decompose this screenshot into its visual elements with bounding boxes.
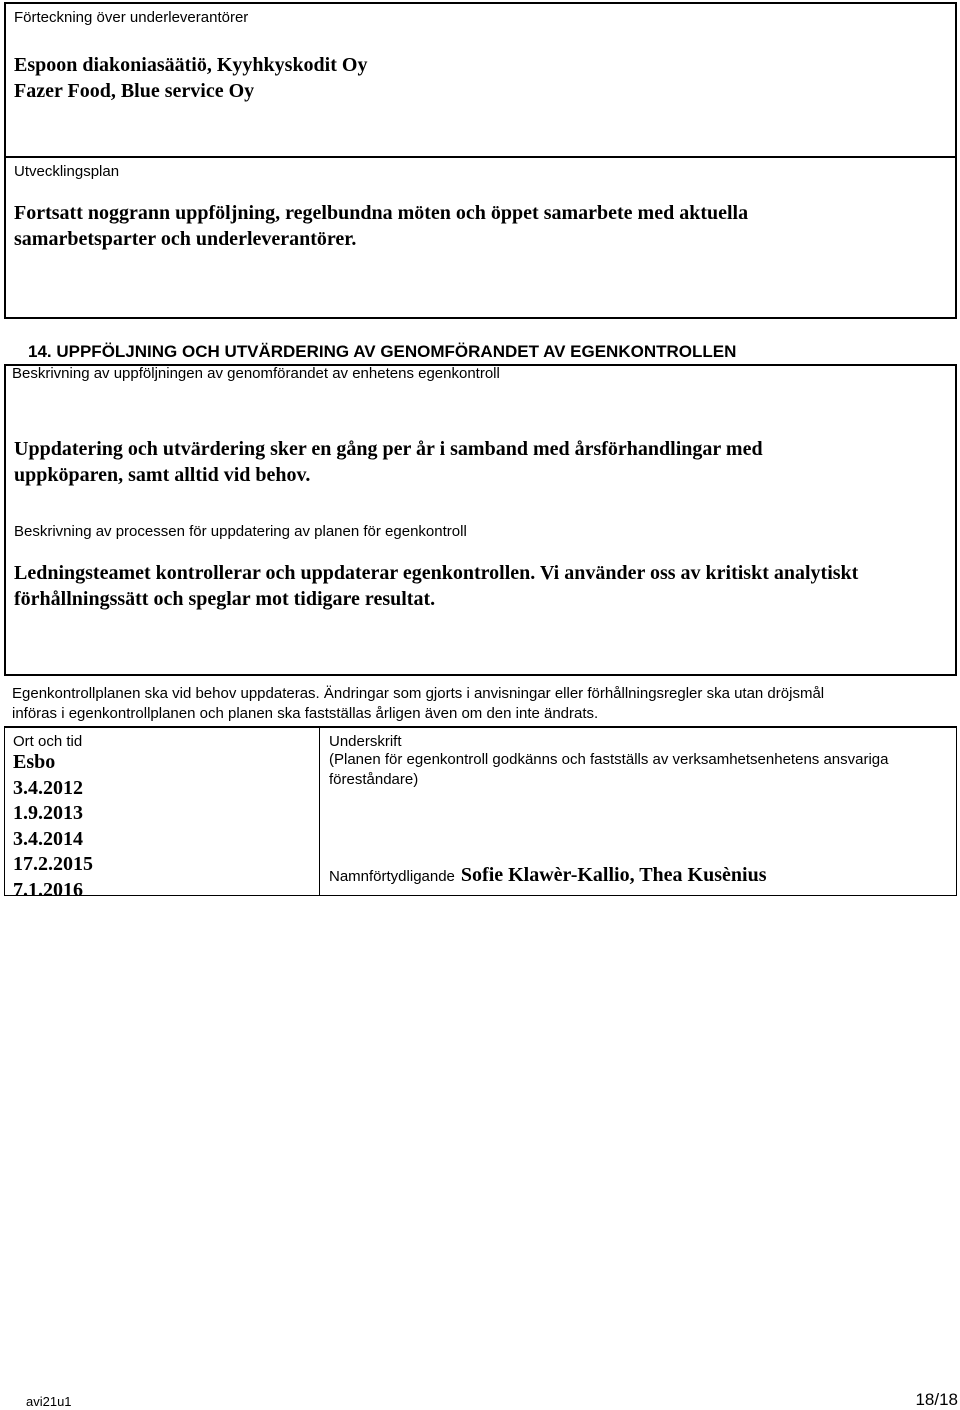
date: 1.9.2013 <box>13 802 83 824</box>
signature-label: Underskrift <box>329 733 402 750</box>
section-14-box <box>4 364 957 676</box>
subcontractors-label: Förteckning över underleverantörer <box>14 9 249 26</box>
place: Esbo <box>13 751 56 773</box>
signature-description <box>329 750 889 790</box>
followup-line: uppköparen, samt alltid vid behov. <box>14 464 311 486</box>
development-line: samarbetsparter och underleverantörer. <box>14 228 357 250</box>
development-line: Fortsatt noggrann uppföljning, regelbundna möten och öppet samarbete med aktuella <box>14 202 749 224</box>
place-time-label: Ort och tid <box>13 733 83 750</box>
followup-line: Uppdatering och utvärdering sker en gång per år i samband med årsförhandlingar med <box>14 438 763 460</box>
name-clarification-label: Namnförtydligande <box>329 868 455 885</box>
document-code: avi21u1 <box>26 1394 72 1409</box>
process-label: Beskrivning av processen för uppdatering av planen för egenkontroll <box>14 523 467 540</box>
signature-table <box>4 726 957 896</box>
date: 3.4.2014 <box>13 827 83 850</box>
development-plan-box <box>4 156 957 319</box>
development-plan-label: Utvecklingsplan <box>14 163 120 180</box>
signature-desc-line: (Planen för egenkontroll godkänns och fastställs av verksamhetsenhetens ansvariga <box>329 751 889 768</box>
date: 3.4.2012 <box>13 776 83 799</box>
subcontractor-item: Espoon diakoniasäätiö, Kyyhkyskodit Oy <box>14 54 368 76</box>
subcontractors-box <box>4 2 957 158</box>
table-divider <box>319 728 320 896</box>
development-plan-text <box>14 200 748 252</box>
page-number: 18/18 <box>915 1390 958 1409</box>
section-14-heading: 14. UPPFÖLJNING OCH UTVÄRDERING AV GENOMFÖRANDET AV EGENKONTROLLEN <box>28 342 737 361</box>
date: 7.1.2016 <box>13 878 83 896</box>
name-clarification <box>329 864 766 887</box>
date: 17.2.2015 <box>13 853 93 875</box>
process-line: förhållningssätt och speglar mot tidigare resultat. <box>14 588 436 610</box>
signature-desc-line: föreståndare) <box>329 771 419 788</box>
subcontractor-item: Fazer Food, Blue service Oy <box>14 80 255 102</box>
process-text <box>14 560 858 612</box>
signer-names: Sofie Klawèr-Kallio, Thea Kusènius <box>460 864 767 886</box>
note-line: införas i egenkontrollplanen och planen ska fastställas årligen även om den inte ändrats. <box>12 705 599 722</box>
update-note <box>12 684 824 724</box>
process-line: Ledningsteamet kontrollerar och uppdaterar egenkontrollen. Vi använder oss av kritiskt analytiskt <box>14 562 859 584</box>
followup-label: Beskrivning av uppföljningen av genomförandet av enhetens egenkontroll <box>12 365 500 382</box>
subcontractors-list <box>14 52 367 104</box>
note-line: Egenkontrollplanen ska vid behov uppdateras. Ändringar som gjorts i anvisningar eller förhållningsregler ska utan dröjsmål <box>12 685 825 702</box>
place-dates <box>13 750 93 896</box>
followup-text <box>14 436 763 488</box>
